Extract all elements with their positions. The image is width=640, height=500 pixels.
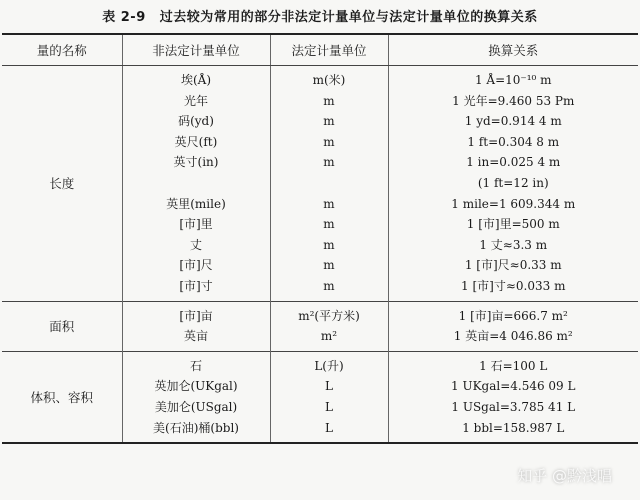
conversion-value: 1 丈≈3.3 m (479, 237, 548, 252)
nonlegal-unit-value: 美加仑(USgal) (154, 399, 238, 414)
nonlegal-unit-value: 光年 (183, 93, 208, 108)
nonlegal-unit-value: 英寸(in) (173, 155, 219, 170)
header-nonlegal-unit: 非法定计量单位 (122, 34, 270, 66)
legal-unit-value (271, 173, 388, 194)
conversion-cell (388, 66, 638, 302)
header-legal-unit: 法定计量单位 (270, 34, 388, 66)
legal-unit-value: L (325, 379, 333, 394)
conversion-value: 1 [市]尺≈0.33 m (464, 258, 562, 273)
conversion-value: 1 USgal=3.785 41 L (451, 399, 576, 414)
legal-unit-value: m (323, 155, 335, 170)
nonlegal-unit-value: 码(yd) (178, 114, 214, 129)
table-caption (0, 6, 640, 25)
legal-unit-value: m (323, 93, 335, 108)
nonlegal-unit-value: [市]尺 (179, 258, 213, 273)
conversion-value: 1 光年=9.460 53 Pm (452, 93, 575, 108)
group-row (2, 351, 638, 443)
header-quantity: 量的名称 (2, 34, 122, 66)
conversion-value: (1 ft=12 in) (477, 175, 549, 190)
legal-unit-value: m(米) (312, 73, 346, 87)
conversion-value: 1 yd=0.914 4 m (464, 114, 562, 129)
nonlegal-unit-value: 石 (189, 358, 202, 373)
legal-unit-value: m (323, 237, 335, 252)
conversion-value: 1 [市]亩=666.7 m² (458, 308, 568, 323)
conversion-value: 1 英亩=4 046.86 m² (453, 329, 573, 344)
nonlegal-unit-value: 埃(Å) (180, 73, 212, 87)
conversion-value: 1 UKgal=4.546 09 L (451, 379, 576, 394)
nonlegal-unit-value: 英里(mile) (166, 196, 226, 211)
conversion-value: 1 in=0.025 4 m (466, 155, 561, 170)
table-number: 表 2-9 (102, 10, 146, 25)
nonlegal-unit-cell (122, 66, 270, 302)
conversion-cell (388, 351, 638, 443)
nonlegal-unit-value: 丈 (189, 237, 202, 252)
unit-conversion-table (2, 33, 638, 444)
legal-unit-value: m (323, 114, 335, 129)
conversion-cell (388, 301, 638, 351)
nonlegal-unit-value: [市]里 (179, 217, 213, 232)
header-conversion: 换算关系 (388, 34, 638, 66)
nonlegal-unit-value (123, 173, 270, 194)
nonlegal-unit-value: 美(石油)桶(bbl) (153, 420, 239, 435)
conversion-value: 1 石=100 L (479, 358, 548, 373)
legal-unit-cell (270, 351, 388, 443)
conversion-value: 1 ft=0.304 8 m (467, 134, 560, 149)
nonlegal-unit-cell (122, 301, 270, 351)
group-row (2, 301, 638, 351)
legal-unit-value: L (325, 399, 333, 414)
legal-unit-cell (270, 66, 388, 302)
legal-unit-value: m²(平方米) (298, 308, 360, 323)
quantity-name: 体积、容积 (30, 389, 93, 405)
legal-unit-value: m (323, 134, 335, 149)
legal-unit-value: L(升) (314, 358, 344, 373)
legal-unit-value: m (323, 258, 335, 273)
legal-unit-value: m (323, 217, 335, 232)
table-title: 过去较为常用的部分非法定计量单位与法定计量单位的换算关系 (159, 10, 538, 25)
legal-unit-cell (270, 301, 388, 351)
quantity-name: 面积 (49, 319, 75, 335)
nonlegal-unit-value: 英尺(ft) (174, 134, 218, 149)
table-body (2, 66, 638, 444)
group-row (2, 66, 638, 302)
watermark: 知乎 @黔浅唱 (517, 467, 612, 485)
legal-unit-value: m (323, 278, 335, 293)
legal-unit-value: m (323, 196, 335, 211)
conversion-value: 1 bbl=158.987 L (462, 420, 565, 435)
nonlegal-unit-cell (122, 351, 270, 443)
header-row (2, 34, 638, 66)
quantity-name: 长度 (49, 176, 75, 192)
nonlegal-unit-value: [市]寸 (179, 278, 213, 293)
nonlegal-unit-value: 英亩 (183, 329, 208, 344)
nonlegal-unit-value: 英加仑(UKgal) (154, 379, 238, 394)
legal-unit-value: L (325, 420, 333, 435)
legal-unit-value: m² (320, 329, 338, 344)
conversion-value: 1 [市]里=500 m (466, 217, 560, 232)
conversion-value: 1 [市]寸≈0.033 m (461, 278, 566, 293)
nonlegal-unit-value: [市]亩 (179, 308, 213, 323)
conversion-value: 1 mile=1 609.344 m (451, 196, 576, 211)
conversion-value: 1 Å=10⁻¹⁰ m (474, 73, 552, 87)
